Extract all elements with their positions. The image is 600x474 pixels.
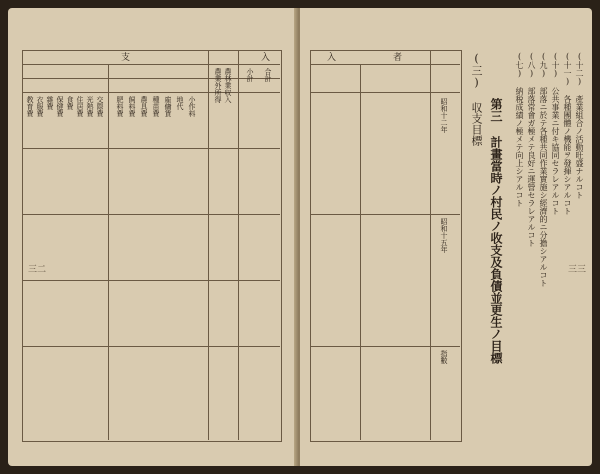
right-page-number: 三三 — [568, 265, 587, 275]
household-col-5: 住居費 — [76, 96, 84, 117]
section-title: (三) 収支目標 — [470, 52, 483, 146]
right-header-out: 者 — [391, 52, 401, 61]
main-title: 第三 計畫當時ノ村民ノ收支及負債並更生ノ目標 — [489, 98, 503, 364]
note-0: (七) 納税成績ノ極メテ向上シアルコト — [515, 52, 524, 207]
header-in: 入 — [259, 52, 269, 61]
note-3: (十) 公共事業ニ付キ協同セラレアルコト — [551, 52, 560, 215]
note-5: (十二) 產業組合ノ活動旺盛ナルコト — [575, 52, 584, 199]
household-col-3: 保健費 — [56, 96, 64, 117]
row-label-2: 指數 — [440, 350, 448, 364]
household-col-1: 衣服費 — [36, 96, 44, 117]
row-label-1: 昭和十五年 — [440, 218, 448, 253]
farm-col-2: 農具費 — [140, 96, 148, 117]
note-2: (九) 部落ニ於テ各種共同作業實施シ經濟的ニ分擔シアルコト — [539, 52, 548, 287]
right-col-1: 農林業収入 — [224, 68, 232, 103]
header-out: 支 — [119, 52, 129, 61]
right-header-in: 入 — [325, 52, 335, 61]
note-1: (八) 部落常會ガ極メテ良好ニ運營セラレアルコト — [527, 52, 536, 247]
household-col-4: 食費 — [66, 96, 74, 110]
note-4: (十一) 各種團體ノ機能ヲ發揮シアルコト — [563, 52, 572, 215]
right-page — [300, 8, 592, 466]
farm-col-1: 飼料費 — [128, 96, 136, 117]
household-col-0: 教育費 — [26, 96, 34, 117]
row-label-0: 昭和十二年 — [440, 98, 448, 133]
left-page-number: 三二 — [28, 265, 47, 275]
farm-col-4: 雇傭賃 — [164, 96, 172, 117]
left-page — [8, 8, 296, 466]
farm-col-6: 小作料 — [188, 96, 196, 117]
farm-col-0: 肥料費 — [116, 96, 124, 117]
right-col-2: 小計 — [246, 68, 254, 82]
household-col-7: 交際費 — [96, 96, 104, 117]
right-col-0: 農業外所得 — [214, 68, 222, 103]
household-col-2: 雜費 — [46, 96, 54, 110]
right-col-3: 合計 — [264, 68, 272, 82]
household-col-6: 光熱費 — [86, 96, 94, 117]
farm-col-3: 種苗費 — [152, 96, 160, 117]
farm-col-5: 地代 — [176, 96, 184, 110]
